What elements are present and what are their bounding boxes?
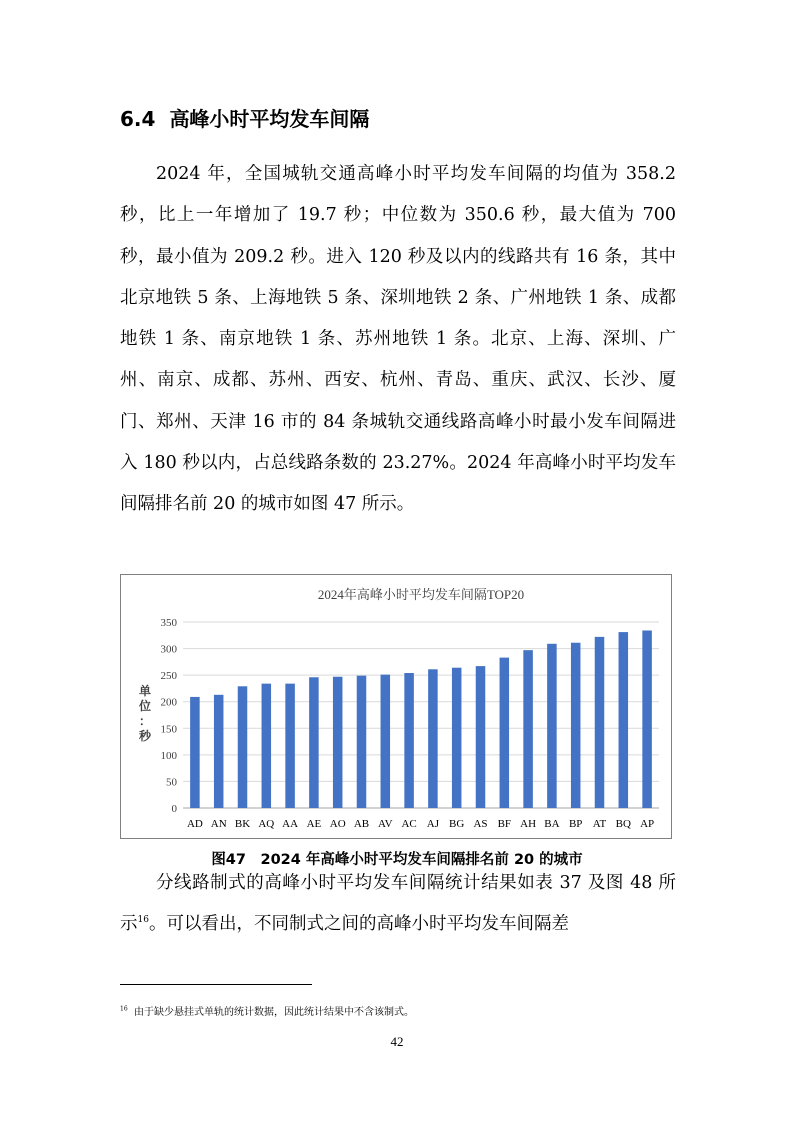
x-tick-label: AN (210, 818, 227, 830)
bar (309, 677, 319, 808)
y-tick-label: 250 (160, 670, 177, 683)
bar-chart (120, 574, 672, 839)
paragraph-2-tail: 。可以看出，不同制式之间的高峰小时平均发车间隔差 (148, 914, 569, 935)
x-tick-label: AV (378, 818, 393, 830)
footnote-marker: 16 (120, 1005, 128, 1013)
x-tick-label: AA (282, 818, 299, 830)
bar (262, 684, 272, 808)
chart-title: 2024年高峰小时平均发车间隔TOP20 (317, 587, 525, 602)
x-tick-label: AC (401, 818, 417, 830)
bar (428, 669, 438, 808)
bar (452, 668, 462, 808)
bar (476, 666, 486, 808)
bar (500, 658, 510, 808)
figure-caption: 图47 2024 年高峰小时平均发车间隔排名前 20 的城市 (211, 852, 583, 868)
paragraph-2-text: 分线路制式的高峰小时平均发车间隔统计结果如表 37 及图 48 所示 (120, 873, 676, 935)
section-number: 6.4 (120, 107, 156, 131)
bar (619, 632, 629, 808)
body-paragraph-2 (120, 863, 676, 946)
page-number: 42 (390, 1034, 404, 1049)
x-tick-label: AQ (258, 818, 275, 830)
y-axis-label: ： (138, 714, 152, 728)
x-tick-label: AE (306, 818, 322, 830)
footnote-divider (120, 984, 312, 985)
y-tick-label: 0 (171, 803, 177, 815)
bar (214, 695, 224, 808)
x-tick-label: AP (640, 818, 655, 830)
bar (595, 637, 605, 808)
x-tick-label: AJ (426, 818, 440, 830)
x-tick-label: AH (520, 818, 537, 830)
x-tick-label: AB (353, 818, 370, 830)
bar (190, 697, 200, 808)
y-axis-label: 秒 (138, 729, 152, 743)
y-tick-label: 150 (160, 723, 177, 736)
bar (238, 686, 248, 808)
footnote-reference[interactable]: 16 (137, 915, 149, 926)
x-tick-label: BQ (615, 818, 631, 830)
x-tick-label: AS (473, 818, 488, 830)
bar (381, 675, 391, 808)
bar (357, 676, 367, 808)
x-tick-label: BF (497, 818, 512, 830)
bar (571, 643, 581, 808)
y-axis-label: 位 (138, 699, 152, 713)
footnote (120, 1003, 414, 1018)
bar (285, 684, 295, 808)
bar (523, 650, 533, 808)
x-tick-label: BP (568, 818, 583, 830)
bar (333, 677, 343, 808)
y-tick-label: 100 (160, 749, 177, 762)
y-tick-label: 50 (166, 776, 177, 789)
footnote-text: 由于缺少悬挂式单轨的统计数据，因此统计结果中不含该制式。 (134, 1007, 414, 1018)
y-tick-label: 200 (160, 696, 177, 709)
body-paragraph-1: 2024 年，全国城轨交通高峰小时平均发车间隔的均值为 358.2 秒，比上一年增加了 19.7 秒；中位数为 350.6 秒，最大值为 700 秒，最小值为 209.2 秒。进入 120 秒及以内的线路共有 16 条，其中北京地铁 5 条、上海地铁 5 条、深圳地铁 2 条、广州地铁 1 条、成都地铁 1 条、南京地铁 1 条、苏州地铁 1 条。北京、上海、深圳、广州、南京、成都、苏州、西安、杭州、青岛、重庆、武汉、长沙、厦门、郑州、天津 16 市的 84 条城轨交通线路高峰小时最小发车间隔进入 180 秒以内，占总线路条数的 23.27%。2024 年高峰小时平均发车间隔排名前 20 的城市如图 47 所示。 (120, 164, 676, 515)
bar (642, 631, 652, 808)
bar (404, 673, 414, 808)
section-title: 高峰小时平均发车间隔 (169, 107, 370, 131)
x-tick-label: BA (544, 818, 560, 830)
chart-svg (121, 575, 673, 840)
bar (547, 644, 557, 808)
x-tick-label: BG (449, 818, 465, 830)
y-axis-label: 单 (138, 684, 152, 698)
y-tick-label: 350 (160, 617, 177, 629)
x-tick-label: AT (592, 818, 607, 830)
x-tick-label: AD (186, 818, 203, 830)
x-tick-label: AO (329, 818, 346, 830)
x-tick-label: BK (234, 818, 251, 830)
section-heading (120, 103, 369, 132)
y-tick-label: 300 (160, 643, 177, 656)
